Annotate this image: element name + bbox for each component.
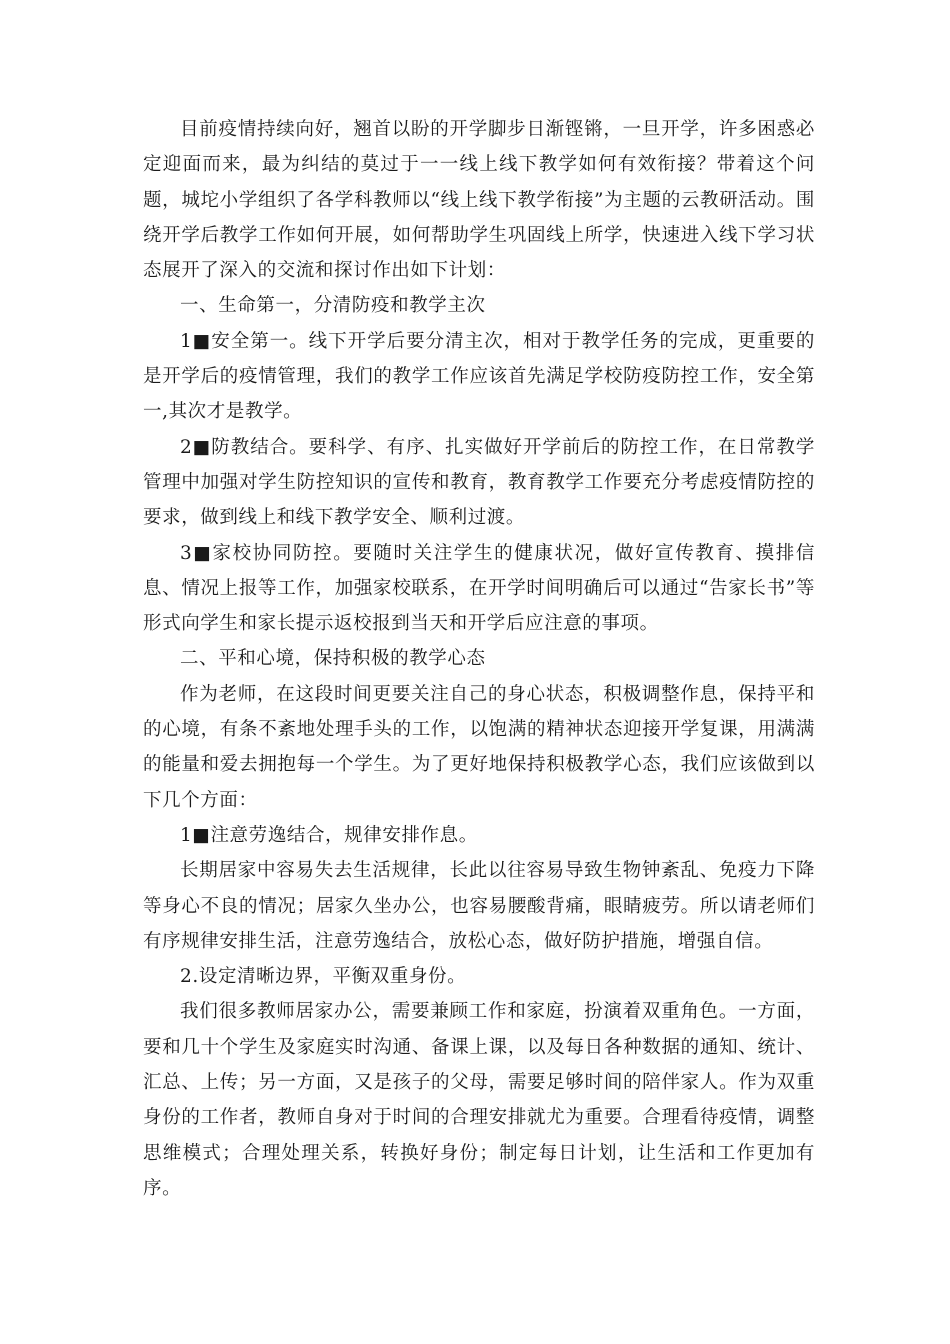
teacher-mindset-paragraph: 作为老师，在这段时间更要关注自己的身心状态，积极调整作息，保持平和的心境，有条不紊地处理手头的工作，以饱满的精神状态迎接开学复课，用满满的能量和爱去拥抱每一个学生。为了更好地保持积极教学心态，我们应该做到以下几个方面：	[143, 683, 815, 811]
list-item-prevention-teaching: 2■防教结合。要科学、有序、扎实做好开学前后的防控工作，在日常教学管理中加强对学生防控知识的宣传和教育，教育教学工作要充分考虑疫情防控的要求，做到线上和线下教学安全、顺利过渡。	[143, 436, 815, 529]
subheading-dual-roles: 2.设定清晰边界，平衡双重身份。	[180, 966, 467, 988]
section-heading-2: 二、平和心境，保持积极的教学心态	[180, 648, 486, 670]
list-item-home-school: 3■家校协同防控。要随时关注学生的健康状况，做好宣传教育、摸排信息、情况上报等工作，加强家校联系，在开学时间明确后可以通过“告家长书”等形式向学生和家长提示返校报到当天和开学后应注意的事项。	[143, 542, 815, 635]
intro-paragraph: 目前疫情持续向好，翘首以盼的开学脚步日渐铿锵，一旦开学，许多困惑必定迎面而来，最为纠结的莫过于一一线上线下教学如何有效衔接？带着这个问题，城坨小学组织了各学科教师以“线上线下教学衔接”为主题的云教研活动。围绕开学后教学工作如何开展，如何帮助学生巩固线上所学，快速进入线下学习状态展开了深入的交流和探讨作出如下计划：	[143, 119, 815, 282]
dual-roles-paragraph: 我们很多教师居家办公，需要兼顾工作和家庭，扮演着双重角色。一方面，要和几十个学生及家庭实时沟通、备课上课，以及每日各种数据的通知、统计、汇总、上传；另一方面，又是孩子的父母，需要足够时间的陪伴家人。作为双重身份的工作者，教师自身对于时间的合理安排就尤为重要。合理看待疫情，调整思维模式；合理处理关系，转换好身份；制定每日计划，让生活和工作更加有序。	[143, 1001, 815, 1199]
subheading-rest-schedule: 1■注意劳逸结合，规律安排作息。	[180, 824, 478, 846]
rest-schedule-paragraph: 长期居家中容易失去生活规律，长此以往容易导致生物钟紊乱、免疫力下降等身心不良的情况；居家久坐办公，也容易腰酸背痛，眼睛疲劳。所以请老师们有序规律安排生活，注意劳逸结合，放松心态，做好防护措施，增强自信。	[143, 860, 815, 952]
section-heading-1: 一、生命第一，分清防疫和教学主次	[180, 295, 486, 317]
document-body	[143, 112, 815, 1206]
list-item-safety-first: 1■安全第一。线下开学后要分清主次，相对于教学任务的完成，更重要的是开学后的疫情管理，我们的教学工作应该首先满足学校防疫防控工作，安全第一,其次才是教学。	[143, 330, 815, 423]
